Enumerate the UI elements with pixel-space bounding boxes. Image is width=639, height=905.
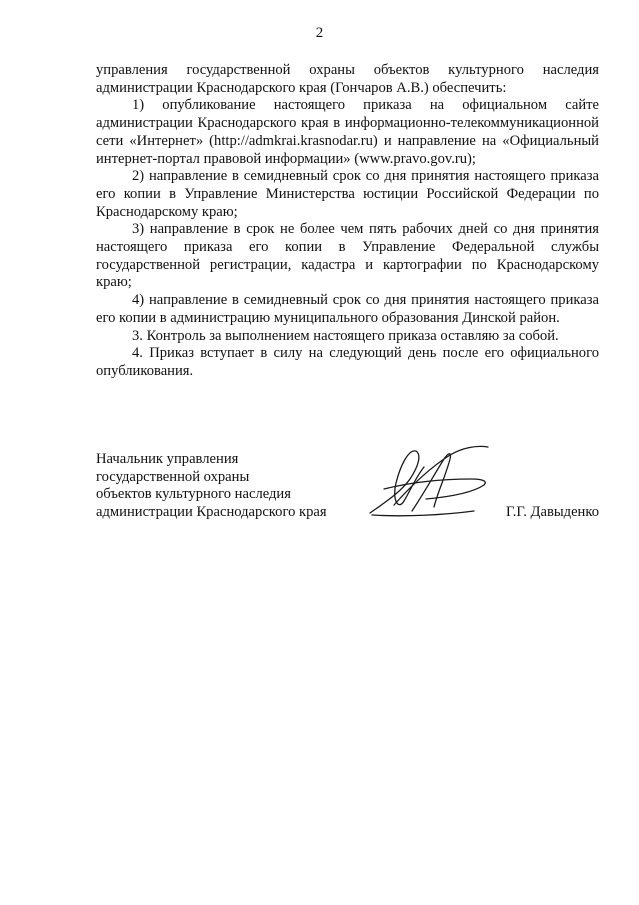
paragraph-point-4: 4. Приказ вступает в силу на следующий день после его официального опубликования. (96, 345, 599, 379)
paragraph-intro: управления государственной охраны объектов культурного наследия администрации Краснодарского края (Гончаров А.В.) обеспечить: (96, 62, 599, 96)
signer-position-line: администрации Краснодарского края (96, 504, 327, 521)
page-number: 2 (315, 25, 324, 41)
document-body (96, 62, 599, 381)
signer-position-line: Начальник управления (96, 451, 239, 467)
paragraph-item-3: 3) направление в срок не более чем пять рабочих дней со дня принятия настоящего приказа его копии в Управление Федеральной службы государственной регистрации, кадастра и картографии по Краснодарскому краю; (96, 221, 599, 291)
handwritten-signature (364, 441, 494, 521)
paragraph-item-1: 1) опубликование настоящего приказа на официальном сайте администрации Краснодарского края в информационно-телекоммуникационной сети «Интернет» (http://admkrai.krasnodar.ru) и направление на «Официальный интернет-портал правовой информации» (www.pravo.gov.ru); (96, 97, 599, 167)
signature-block (96, 451, 599, 531)
paragraph-item-2: 2) направление в семидневный срок со дня принятия настоящего приказа его копии в Управление Министерства юстиции Российской Федерации по Краснодарскому краю; (96, 168, 599, 220)
signer-name: Г.Г. Давыденко (505, 504, 599, 520)
paragraph-item-4: 4) направление в семидневный срок со дня принятия настоящего приказа его копии в администрацию муниципального образования Динской район. (96, 292, 599, 326)
signer-position-line: объектов культурного наследия (96, 486, 291, 503)
signer-position-line: государственной охраны (96, 468, 250, 485)
paragraph-point-3: 3. Контроль за выполнением настоящего приказа оставляю за собой. (132, 327, 559, 344)
